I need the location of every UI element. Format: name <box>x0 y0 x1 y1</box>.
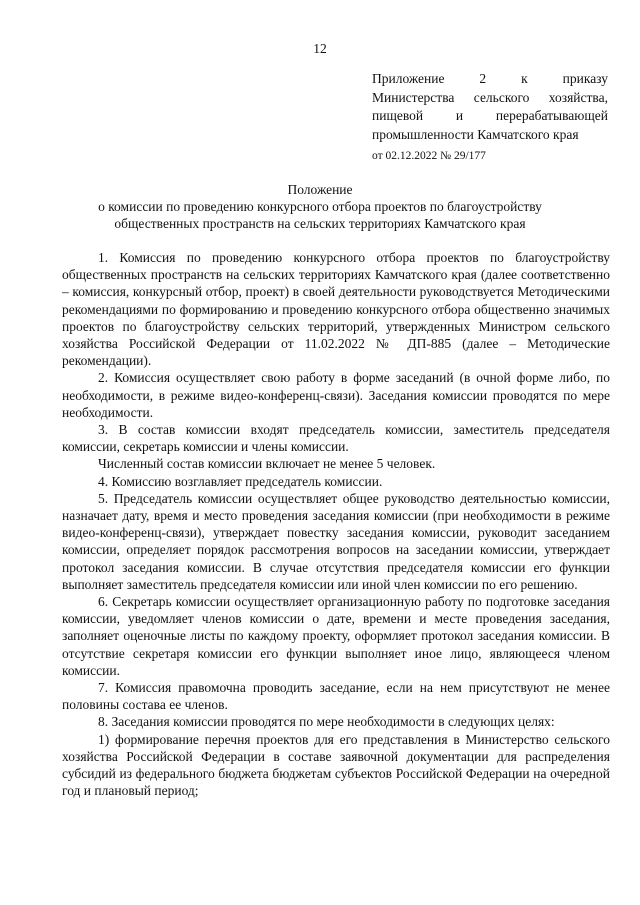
paragraph-8: 8. Заседания комиссии проводятся по мере необходимости в следующих целях: <box>98 714 555 730</box>
appendix-line-1: Приложение 2 к приказу <box>372 71 608 86</box>
appendix-date: от 02.12.2022 № 29/177 <box>372 150 486 162</box>
document-body <box>62 249 610 800</box>
appendix-line-4: промышленности Камчатского края <box>372 126 579 142</box>
document-title <box>0 181 640 232</box>
title-line-2: о комиссии по проведению конкурсного отбора проектов по благоустройству <box>98 199 542 214</box>
appendix-line-2: Министерства сельского хозяйства, <box>372 89 608 105</box>
paragraph-7: 7. Комиссия правомочна проводить заседание, если на нем присутствуют не менее половины состава ее членов. <box>62 680 610 713</box>
paragraph-3: 3. В состав комиссии входят председатель комиссии, заместитель председателя комиссии, секретарь комиссии и члены комиссии. <box>62 422 610 455</box>
paragraph-4: 4. Комиссию возглавляет председатель комиссии. <box>98 473 383 489</box>
title-line-1: Положение <box>287 182 353 197</box>
paragraph-3-count: Численный состав комиссии включает не менее 5 человек. <box>98 456 436 472</box>
paragraph-5: 5. Председатель комиссии осуществляет общее руководство деятельностью комиссии, назначает дату, время и место проведения заседания комиссии (при необходимости в режиме видео-конференц-связи), утверждает повестку заседания комиссии, руководит заседанием комиссии, определяет порядок рассмотрения вопросов на заседании комиссии, утверждает протокол заседания комиссии. В случае отсутствия председателя комиссии его функции выполняет заместитель председателя комиссии или иной член комиссии по его решению. <box>62 490 610 592</box>
appendix-line-3: пищевой и перерабатывающей <box>372 108 608 123</box>
paragraph-8-item-1: 1) формирование перечня проектов для его представления в Министерство сельского хозяйства Российской Федерации в составе заявочной документации для распределения субсидий из федерального бюджета бюджетам субъектов Российской Федерации на очередной год и плановый период; <box>62 731 610 799</box>
page-number: 12 <box>313 41 327 56</box>
paragraph-6: 6. Секретарь комиссии осуществляет организационную работу по подготовке заседания комиссии, уведомляет членов комиссии о дате, времени и месте проведения заседания, заполняет оценочные листы по каждому проекту, оформляет протокол заседания комиссии. В отсутствие секретаря комиссии его функции выполняет иное лицо, являющееся членом комиссии. <box>62 594 610 678</box>
title-line-3: общественных пространств на сельских территориях Камчатского края <box>114 216 526 231</box>
paragraph-2: 2. Комиссия осуществляет свою работу в форме заседаний (в очной форме либо, по необходимости, в режиме видео-конференц-связи). Заседания комиссии проводятся по мере необходимости. <box>62 370 610 420</box>
paragraph-1: 1. Комиссия по проведению конкурсного отбора проектов по благоустройству общественных пространств на сельских территориях Камчатского края (далее соответственно – комиссия, конкурсный отбор, проект) в своей деятельности руководствуется Методическими рекомендациями по формированию и проведению конкурсного отбора общественно значимых проектов по благоустройству сельских территорий, утвержденных Министром сельского хозяйства Российской Федерации от 11.02.2022 № ДП-885 (далее – Методические рекомендации). <box>62 250 610 369</box>
appendix-header <box>372 70 608 166</box>
